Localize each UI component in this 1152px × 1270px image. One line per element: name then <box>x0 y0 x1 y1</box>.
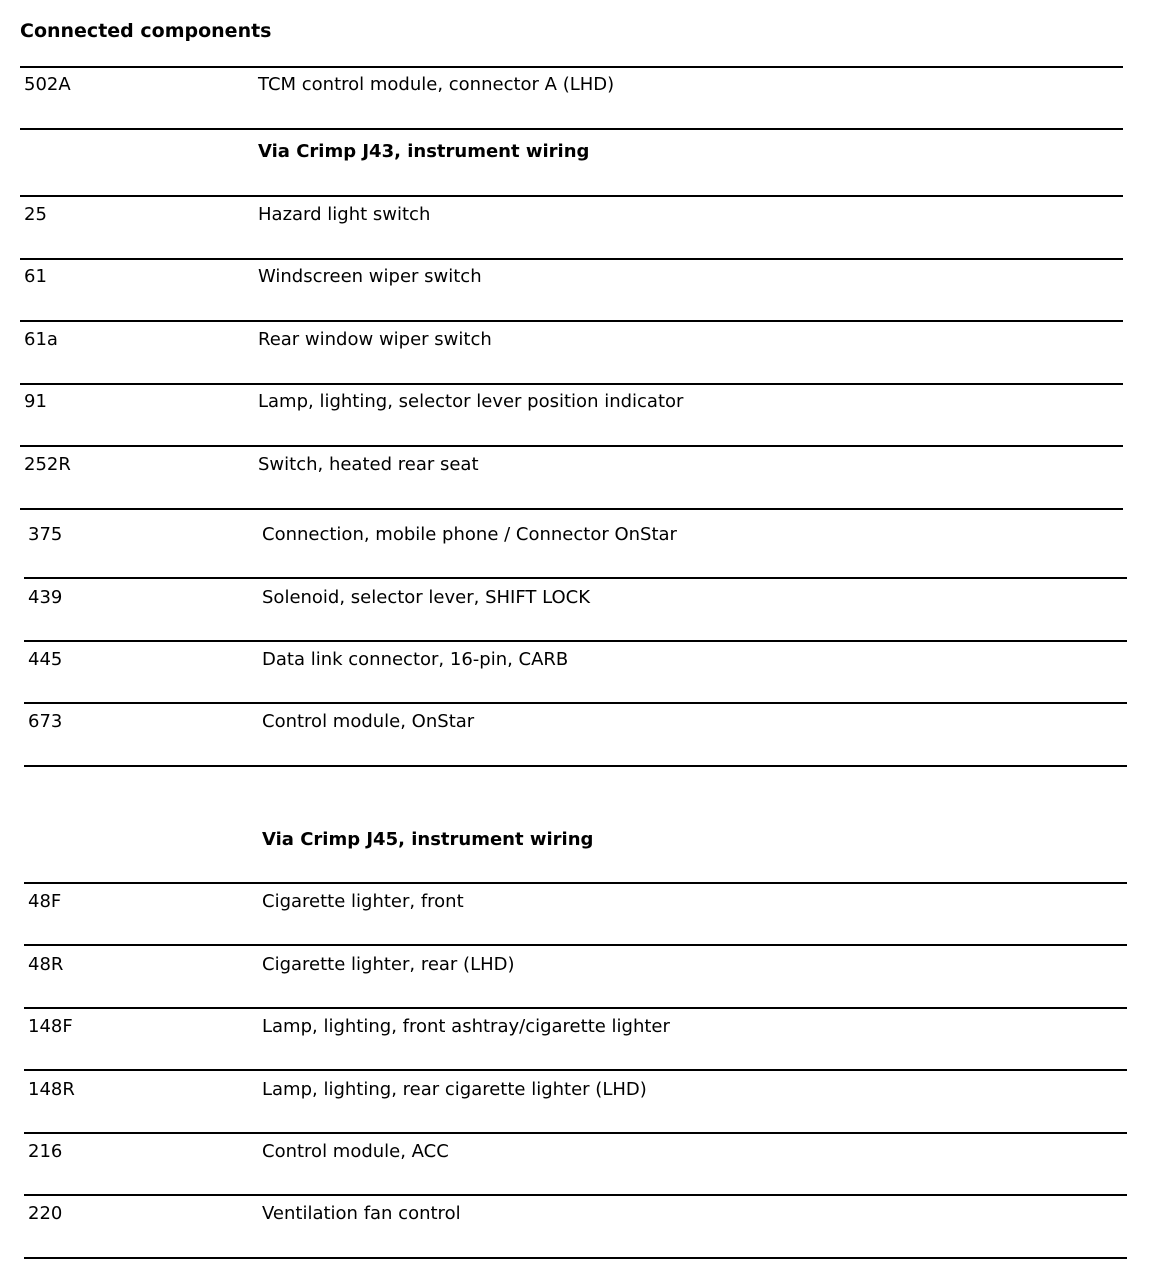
component-code: 91 <box>24 391 47 412</box>
component-description: Cigarette lighter, rear (LHD) <box>262 954 515 975</box>
component-code: 148F <box>28 1016 73 1037</box>
component-code: 61 <box>24 266 47 287</box>
component-code: 216 <box>28 1141 63 1162</box>
table-rule <box>24 1132 1127 1134</box>
component-code: 375 <box>28 524 63 545</box>
table-rule <box>20 508 1123 510</box>
component-code: 252R <box>24 454 71 475</box>
section-heading: Via Crimp J45, instrument wiring <box>262 829 594 850</box>
component-description: Hazard light switch <box>258 204 431 225</box>
component-code: 48F <box>28 891 62 912</box>
table-rule <box>20 66 1123 68</box>
table-rule <box>24 765 1127 767</box>
component-description: Lamp, lighting, rear cigarette lighter (LHD) <box>262 1079 647 1100</box>
component-description: Solenoid, selector lever, SHIFT LOCK <box>262 587 591 608</box>
table-rule <box>24 882 1127 884</box>
section-heading: Via Crimp J43, instrument wiring <box>258 141 590 162</box>
component-code: 148R <box>28 1079 75 1100</box>
component-description: Rear window wiper switch <box>258 329 492 350</box>
component-description: Switch, heated rear seat <box>258 454 479 475</box>
component-description: Lamp, lighting, selector lever position indicator <box>258 391 684 412</box>
component-description: Control module, ACC <box>262 1141 449 1162</box>
table-rule <box>24 1069 1127 1071</box>
component-description: Windscreen wiper switch <box>258 266 482 287</box>
table-rule <box>24 640 1127 642</box>
table-rule <box>24 702 1127 704</box>
component-description: Cigarette lighter, front <box>262 891 464 912</box>
table-rule <box>24 1194 1127 1196</box>
table-rule <box>24 1257 1127 1259</box>
component-code: 61a <box>24 329 58 350</box>
component-description: TCM control module, connector A (LHD) <box>258 74 615 95</box>
table-rule <box>24 1007 1127 1009</box>
table-rule <box>20 320 1123 322</box>
component-code: 445 <box>28 649 63 670</box>
table-rule <box>20 258 1123 260</box>
table-rule <box>20 128 1123 130</box>
table-rule <box>24 944 1127 946</box>
table-rule <box>24 577 1127 579</box>
component-code: 25 <box>24 204 47 225</box>
component-code: 502A <box>24 74 71 95</box>
component-code: 673 <box>28 711 63 732</box>
component-code: 220 <box>28 1203 63 1224</box>
component-description: Lamp, lighting, front ashtray/cigarette lighter <box>262 1016 670 1037</box>
component-description: Data link connector, 16-pin, CARB <box>262 649 569 670</box>
table-rule <box>20 383 1123 385</box>
component-description: Control module, OnStar <box>262 711 475 732</box>
component-code: 439 <box>28 587 63 608</box>
table-rule <box>20 445 1123 447</box>
table-rule <box>20 195 1123 197</box>
component-description: Ventilation fan control <box>262 1203 461 1224</box>
page-title: Connected components <box>20 20 272 42</box>
component-code: 48R <box>28 954 64 975</box>
component-description: Connection, mobile phone / Connector OnStar <box>262 524 677 545</box>
